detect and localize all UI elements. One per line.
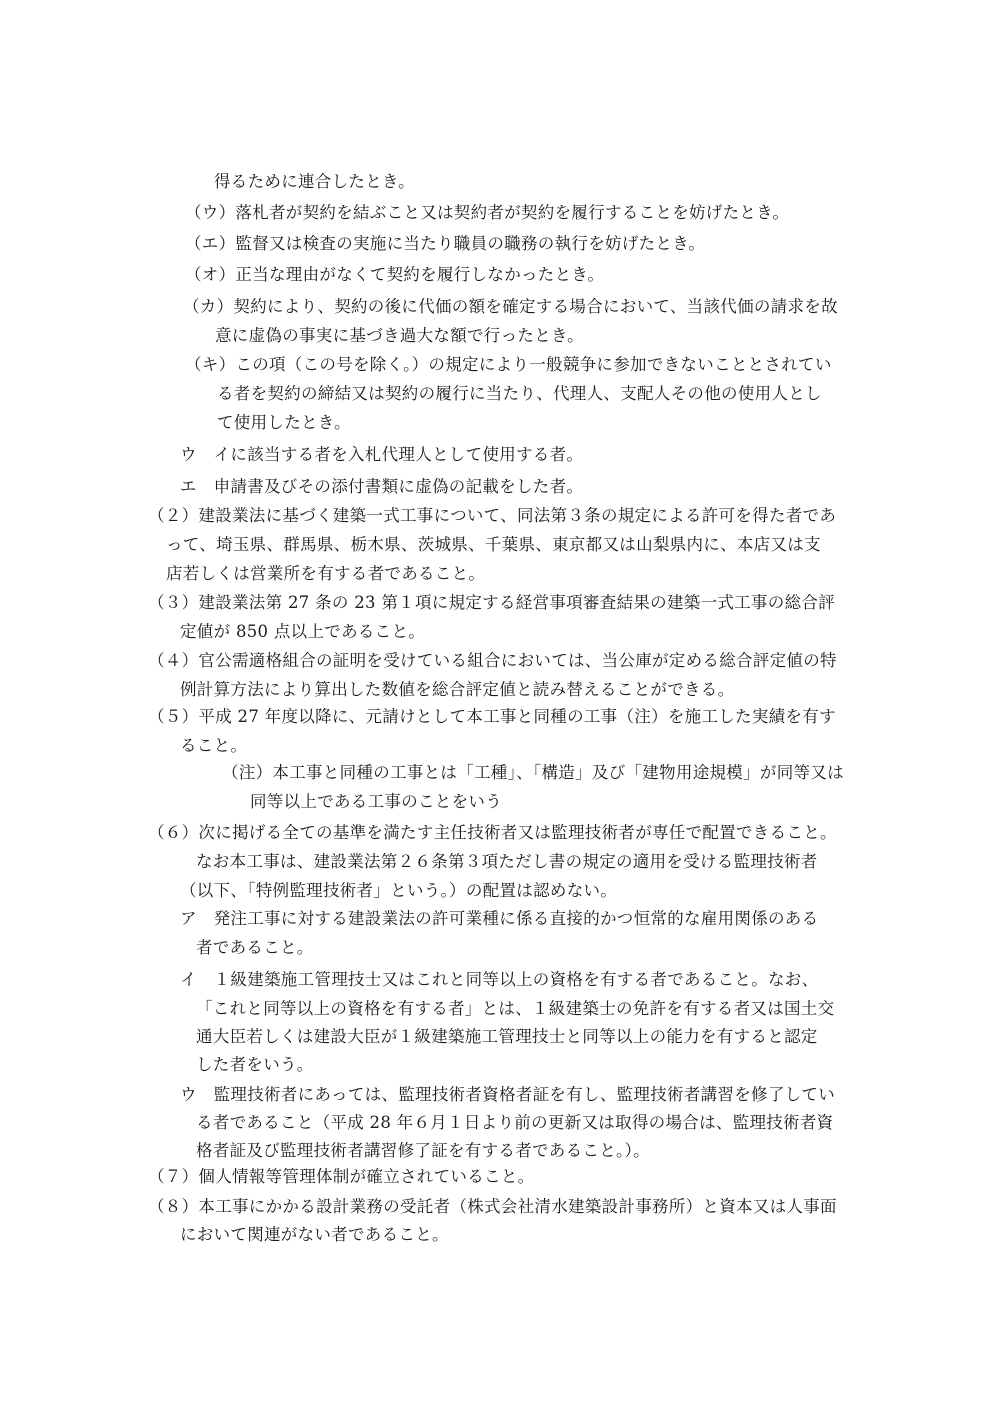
text-line: ウ イに該当する者を入札代理人として使用する者。	[180, 445, 584, 464]
text-line: した者をいう。	[196, 1055, 314, 1074]
text-line: 「これと同等以上の資格を有する者」とは、１級建築士の免許を有する者又は国土交	[196, 999, 835, 1018]
text-line: る者であること（平成 28 年６月１日より前の更新又は取得の場合は、監理技術者資	[196, 1113, 834, 1132]
text-line: （カ）契約により、契約の後に代価の額を確定する場合において、当該代価の請求を故	[183, 297, 838, 316]
text-line: （注）本工事と同種の工事とは「工種」、「構造」及び「建物用途規模」が同等又は	[222, 763, 844, 782]
text-line: （２）建設業法に基づく建築一式工事について、同法第３条の規定による許可を得た者であ	[148, 506, 837, 525]
text-line: （６）次に掲げる全ての基準を満たす主任技術者又は監理技術者が専任で配置できること。	[148, 823, 837, 842]
text-line: （３）建設業法第 27 条の 23 第１項に規定する経営事項審査結果の建築一式工事の総合評	[148, 593, 835, 612]
text-line: （オ）正当な理由がなくて契約を履行しなかったとき。	[185, 265, 605, 284]
text-line: 格者証及び監理技術者講習修了証を有する者であること。）。	[196, 1141, 650, 1160]
text-line: て使用したとき。	[217, 413, 351, 432]
text-line: 同等以上である工事のことをいう	[250, 792, 502, 811]
text-line: ること。	[180, 736, 248, 755]
text-line: （５）平成 27 年度以降に、元請けとして本工事と同種の工事（注）を施工した実績を有す	[148, 707, 836, 726]
text-line: 店若しくは営業所を有する者であること。	[166, 564, 486, 583]
text-line: 定値が 850 点以上であること。	[180, 622, 426, 641]
text-line: 意に虚偽の事実に基づき過大な額で行ったとき。	[215, 326, 584, 345]
text-line: 通大臣若しくは建設大臣が１級建築施工管理技士と同等以上の能力を有すると認定	[196, 1027, 818, 1046]
text-line: （４）官公需適格組合の証明を受けている組合においては、当公庫が定める総合評定値の特	[148, 651, 837, 670]
text-line: って、埼玉県、群馬県、栃木県、茨城県、千葉県、東京都又は山梨県内に、本店又は支	[166, 535, 821, 554]
text-line: 者であること。	[196, 938, 314, 957]
text-line: エ 申請書及びその添付書類に虚偽の記載をした者。	[180, 477, 584, 496]
text-line: （７）個人情報等管理体制が確立されていること。	[148, 1167, 535, 1186]
text-line: ア 発注工事に対する建設業法の許可業種に係る直接的かつ恒常的な雇用関係のある	[180, 909, 819, 928]
text-line: （ウ）落札者が契約を結ぶこと又は契約者が契約を履行することを妨げたとき。	[185, 203, 790, 222]
text-line: 例計算方法により算出した数値を総合評定値と読み替えることができる。	[180, 680, 735, 699]
text-line: （８）本工事にかかる設計業務の受託者（株式会社清水建築設計事務所）と資本又は人事面	[148, 1197, 837, 1216]
text-line: 得るために連合したとき。	[214, 172, 415, 191]
text-line: において関連がない者であること。	[180, 1225, 449, 1244]
text-line: （キ）この項（この号を除く。）の規定により一般競争に参加できないこととされてい	[185, 355, 832, 374]
text-line: なお本工事は、建設業法第２６条第３項ただし書の規定の適用を受ける監理技術者	[196, 852, 818, 871]
text-line: イ １級建築施工管理技士又はこれと同等以上の資格を有する者であること。なお、	[180, 970, 819, 989]
text-line: る者を契約の締結又は契約の履行に当たり、代理人、支配人その他の使用人とし	[217, 384, 822, 403]
text-line: （以下、「特例監理技術者」という。）の配置は認めない。	[180, 881, 618, 900]
text-line: ウ 監理技術者にあっては、監理技術者資格者証を有し、監理技術者講習を修了してい	[180, 1085, 836, 1104]
text-line: （エ）監督又は検査の実施に当たり職員の職務の執行を妨げたとき。	[185, 234, 706, 253]
